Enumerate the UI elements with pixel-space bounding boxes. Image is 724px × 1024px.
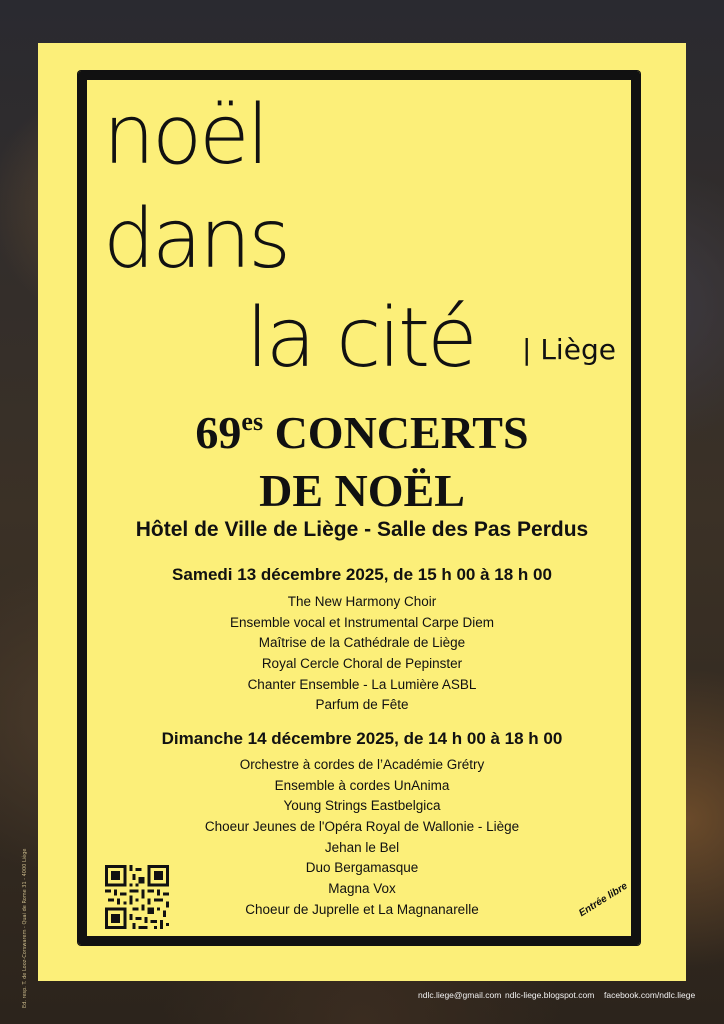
- performer: Choeur de Juprelle et La Magnanarelle: [245, 901, 479, 917]
- performer: Maîtrise de la Cathédrale de Liège: [258, 635, 466, 651]
- day2-heading: Dimanche 14 décembre 2025, de 14 h 00 à 18 h 00: [161, 729, 563, 748]
- venue: Hôtel de Ville de Liège - Salle des Pas Perdus: [135, 518, 589, 541]
- headline-line-2: DE NOËL: [259, 465, 465, 516]
- headline-line-1: [38, 393, 686, 462]
- title-line-2: dans: [103, 192, 288, 287]
- day1-performer-list: [38, 592, 686, 716]
- performer: Magna Vox: [328, 881, 396, 897]
- performer: Young Strings Eastbelgica: [283, 798, 441, 814]
- title-line-1: noël: [103, 88, 267, 183]
- footer-facebook-link[interactable]: facebook.com/ndlc.liege: [604, 990, 696, 1000]
- performer: Chanter Ensemble - La Lumière ASBL: [247, 676, 477, 692]
- performer: Ensemble à cordes UnAnima: [274, 777, 450, 793]
- qr-code-icon[interactable]: [105, 865, 169, 929]
- entree-libre: Entrée libre: [577, 880, 630, 920]
- headline-concerts: CONCERTS: [263, 407, 529, 458]
- footer-blog-link[interactable]: ndlc-liege.blogspot.com: [505, 990, 595, 1000]
- headline-suffix: es: [241, 407, 264, 436]
- footer-email-link[interactable]: ndlc.liege@gmail.com: [418, 990, 502, 1000]
- performer: Royal Cercle Choral de Pepinster: [261, 656, 463, 672]
- performer: Jehan le Bel: [324, 839, 400, 855]
- performer: The New Harmony Choir: [287, 594, 437, 609]
- poster: [38, 43, 686, 981]
- performer: Choeur Jeunes de l'Opéra Royal de Wallonie - Liège: [204, 819, 520, 835]
- title-city: | Liège: [522, 333, 616, 366]
- headline: [38, 393, 686, 520]
- headline-number: 69: [195, 407, 242, 458]
- day1-heading: Samedi 13 décembre 2025, de 15 h 00 à 18 h 00: [172, 565, 552, 584]
- performer: Ensemble vocal et Instrumental Carpe Diem: [229, 614, 495, 630]
- title-line-3: la cité: [246, 291, 475, 386]
- publisher-note: Ed. resp. T. de Looz-Corswarem - Quai de Rome 31 - 4000 Liège: [22, 848, 28, 1008]
- performer: Orchestre à cordes de l’Académie Grétry: [239, 757, 485, 772]
- performer: Parfum de Fête: [315, 697, 409, 713]
- performer: Duo Bergamasque: [305, 860, 419, 876]
